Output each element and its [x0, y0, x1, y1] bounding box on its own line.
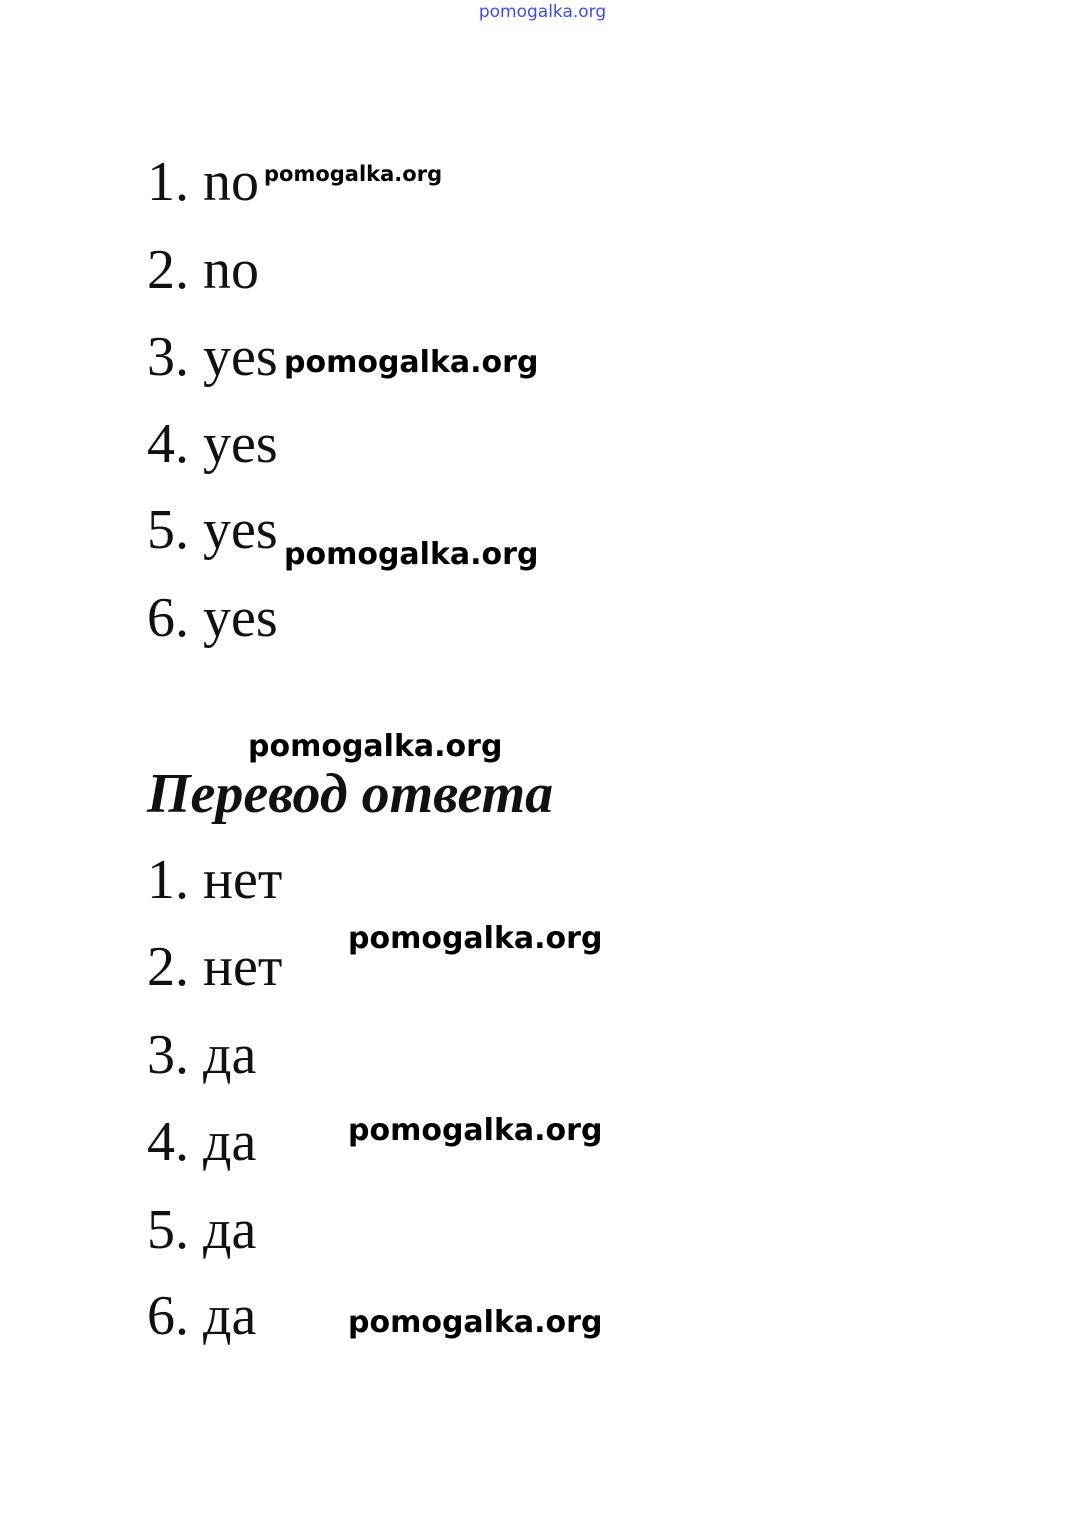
watermark-text: pomogalka.org	[348, 1113, 603, 1148]
watermark-text: pomogalka.org	[248, 729, 503, 764]
translation-number: 3.	[147, 1024, 189, 1086]
answer-text: yes	[203, 499, 278, 561]
answer-text: no	[203, 151, 259, 213]
answer-text: yes	[203, 587, 278, 649]
answer-item	[147, 588, 278, 648]
answer-text: yes	[203, 413, 278, 475]
translation-text: нет	[203, 936, 283, 998]
answer-item	[147, 152, 259, 212]
answer-item	[147, 500, 278, 560]
translation-text: да	[203, 1024, 257, 1086]
watermark-text: pomogalka.org	[284, 537, 539, 572]
translation-text: да	[203, 1199, 257, 1261]
translation-item	[147, 1112, 256, 1172]
translation-text: да	[203, 1111, 257, 1173]
watermark-text: pomogalka.org	[264, 162, 443, 186]
translation-item	[147, 850, 282, 910]
watermark-text: pomogalka.org	[348, 921, 603, 956]
answer-number: 2.	[147, 239, 189, 301]
translation-item	[147, 1025, 256, 1085]
answer-item	[147, 327, 278, 387]
translation-number: 5.	[147, 1199, 189, 1261]
translation-item	[147, 1286, 256, 1346]
translation-number: 1.	[147, 849, 189, 911]
translation-item	[147, 1200, 256, 1260]
watermark-text: pomogalka.org	[284, 345, 539, 380]
answer-number: 6.	[147, 587, 189, 649]
translation-text: да	[203, 1285, 257, 1347]
translation-title: Перевод ответа	[147, 763, 554, 825]
answer-number: 3.	[147, 326, 189, 388]
translation-number: 2.	[147, 936, 189, 998]
translation-number: 6.	[147, 1285, 189, 1347]
answer-number: 1.	[147, 151, 189, 213]
site-header-link[interactable]: pomogalka.org	[478, 2, 607, 22]
translation-text: нет	[203, 849, 283, 911]
answer-text: no	[203, 239, 259, 301]
answer-item	[147, 414, 278, 474]
watermark-text: pomogalka.org	[348, 1305, 603, 1340]
answer-text: yes	[203, 326, 278, 388]
answer-number: 4.	[147, 413, 189, 475]
translation-item	[147, 937, 282, 997]
answer-item	[147, 240, 259, 300]
answer-number: 5.	[147, 499, 189, 561]
translation-number: 4.	[147, 1111, 189, 1173]
